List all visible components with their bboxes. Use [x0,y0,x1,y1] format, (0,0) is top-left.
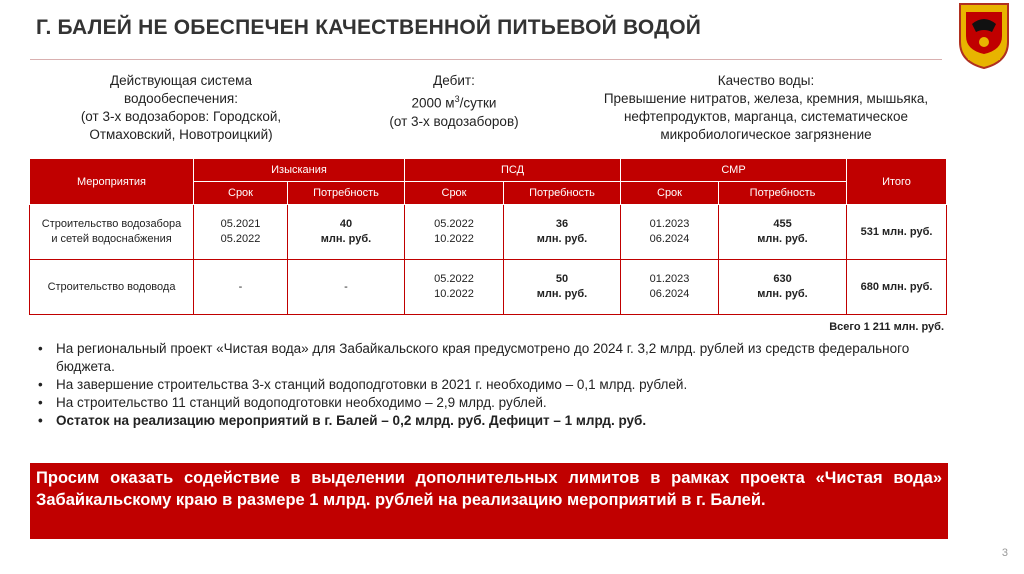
page-number: 3 [1001,547,1008,559]
header-research-term: Срок [194,182,288,205]
grand-total: Всего 1 211 млн. руб. [829,321,944,333]
list-item: • На строительство 11 станций водоподготовки необходимо – 2,9 млрд. рублей. [38,395,547,410]
coat-of-arms-icon [958,2,1010,70]
bullet-icon: • [38,413,43,428]
smr-term: 01.2023 06.2024 [621,260,719,315]
bullet-icon: • [38,341,43,356]
header-psd-term: Срок [405,182,504,205]
row-total: 531 млн. руб. [847,205,947,260]
debit-heading: Дебит: [433,73,475,88]
quality-heading: Качество воды: [717,73,815,88]
header-psd: ПСД [405,159,621,182]
bullet-icon: • [38,377,43,392]
water-quality-info [580,72,952,144]
system-heading-line2: водообеспечения: [124,91,238,106]
table-row [30,205,947,260]
list-item: • Остаток на реализацию мероприятий в г. Балей – 0,2 млрд. руб. Дефицит – 1 млрд. руб. [38,413,647,428]
funding-bullets [38,340,938,430]
header-research: Изыскания [194,159,405,182]
header-research-need: Потребность [288,182,405,205]
smr-term: 01.2023 06.2024 [621,205,719,260]
research-term: 05.2021 05.2022 [194,205,288,260]
list-item: • На региональный проект «Чистая вода» для Забайкальского края предусмотрено до 2024 г. 3,2 млрд. рублей из средств федерального бюджета. [38,341,910,374]
research-need: 40 млн. руб. [288,205,405,260]
psd-term: 05.2022 10.2022 [405,205,504,260]
psd-term: 05.2022 10.2022 [405,260,504,315]
water-supply-system-info [60,72,302,144]
debit-value: 2000 $м^3$/сутки [411,94,497,111]
table-row [30,260,947,315]
header-smr-need: Потребность [719,182,847,205]
psd-need: 36 млн. руб. [504,205,621,260]
system-detail-line1: (от 3-х водозаборов: Городской, [80,109,282,124]
system-heading-line1: Действующая система [110,73,252,88]
page-title: Г. БАЛЕЙ НЕ ОБЕСПЕЧЕН КАЧЕСТВЕННОЙ ПИТЬЕВОЙ ВОДОЙ [36,16,702,39]
row-total: 680 млн. руб. [847,260,947,315]
request-banner: Просим оказать содействие в выделении дополнительных лимитов в рамках проекта «Чистая вода» Забайкальскому краю в размере 1 млрд. рублей на реализацию мероприятий в г. Балей. [30,463,948,539]
smr-need: 630 млн. руб. [719,260,847,315]
bullet-icon: • [38,395,43,410]
header-total: Итого [847,159,947,205]
debit-detail: (от 3-х водозаборов) [389,113,519,129]
quality-line3: микробиологическое загрязнение [660,127,872,142]
measure-name: Строительство водозабора и сетей водоснабжения [30,205,194,260]
research-need: - [288,260,405,315]
smr-need: 455 млн. руб. [719,205,847,260]
quality-line1: Превышение нитратов, железа, кремния, мышьяка, [603,91,929,106]
header-measures: Мероприятия [30,159,194,205]
research-term: - [194,260,288,315]
header-smr-term: Срок [621,182,719,205]
header-smr: СМР [621,159,847,182]
quality-line2: нефтепродуктов, марганца, систематическое [623,109,909,124]
title-divider [30,59,942,60]
psd-need: 50 млн. руб. [504,260,621,315]
measures-table [29,158,947,315]
measure-name: Строительство водовода [30,260,194,315]
header-psd-need: Потребность [504,182,621,205]
system-detail-line2: Отмаховский, Новотроицкий) [89,127,273,142]
list-item: • На завершение строительства 3-х станций водоподготовки в 2021 г. необходимо – 0,1 млрд. рублей. [38,377,688,392]
debit-info [362,72,546,131]
